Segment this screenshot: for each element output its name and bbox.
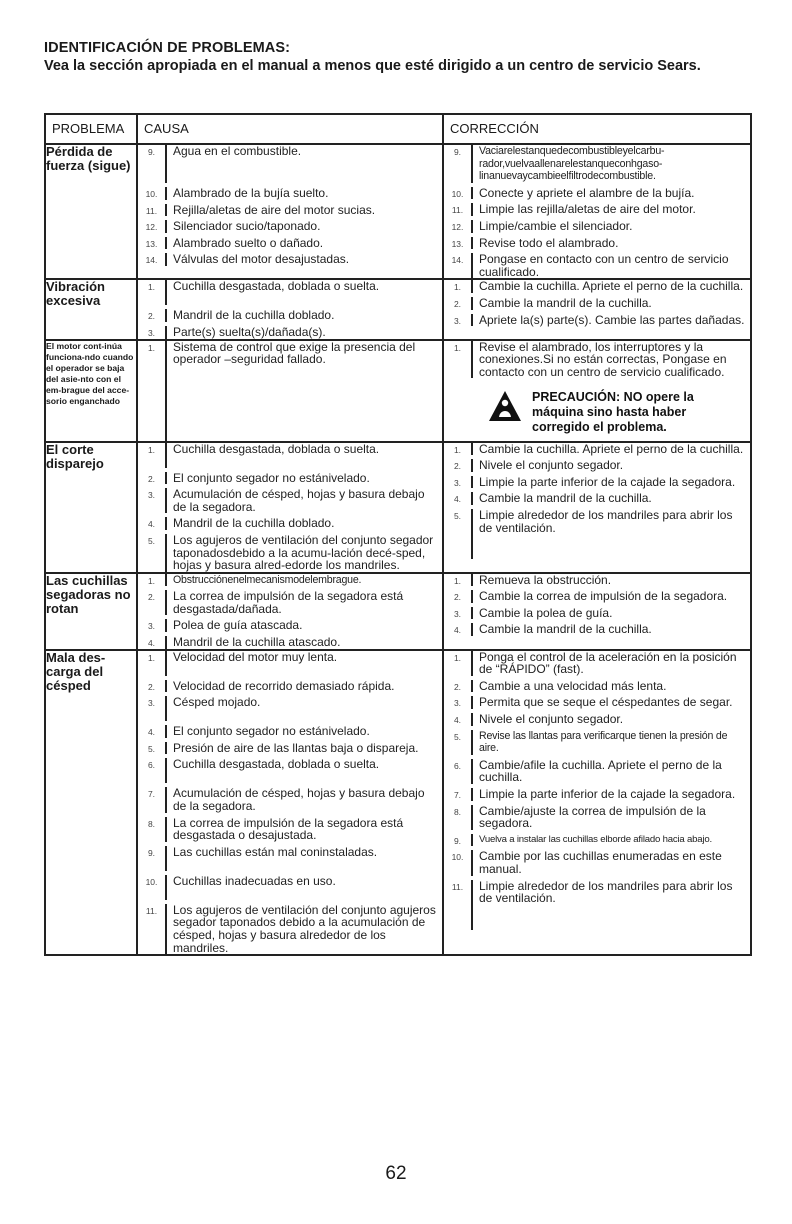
- problem-cell: El motor cont-inúa funciona-ndo cuando el operador se baja del asie-nto con el em-brague del acce-sorio enganchado: [45, 340, 137, 442]
- cause-item: 1. Velocidad del motor muy lenta.: [138, 651, 442, 676]
- correction-item: 8. Cambie/ajuste la correa de impulsión de la segadora.: [453, 803, 706, 831]
- cause-item: 4. Mandril de la cuchilla atascado.: [147, 635, 341, 650]
- correction-cell: [443, 340, 751, 442]
- column-header-correction: CORRECCIÓN: [443, 114, 751, 144]
- correction-item: 2. Cambie la mandril de la cuchilla.: [453, 295, 652, 310]
- column-header-problem: PROBLEMA: [45, 114, 137, 144]
- correction-item: 1. Revise el alambrado, los interruptores y la conexiones.Si no están correctas, Pongase en contacto con un centro de servicio cualificado.: [453, 339, 727, 379]
- cause-item: 10. Alambrado de la bujía suelto.: [145, 186, 329, 200]
- cause-item: 5. Presión de aire de las llantas baja o dispareja.: [147, 740, 419, 755]
- correction-item: 1. Ponga el control de la aceleración en la posición de “RÁPIDO” (fast).: [453, 649, 737, 677]
- correction-item: 5. Revise las llantas para verificarque tienen la presión de aire.: [453, 729, 728, 755]
- cause-item: 5. Los agujeros de ventilación del conjunto segador taponadosdebido a la acumu-lación decé-sped, hojas y basura alred-edorde los mandriles.: [147, 532, 434, 573]
- cause-item: 8. La correa de impulsión de la segadora está desgastada o desajustada.: [147, 815, 404, 843]
- caution-line: corregido el problema.: [532, 420, 667, 435]
- correction-item: 2. Cambie a una velocidad más lenta.: [453, 678, 667, 693]
- cause-cell: [137, 442, 443, 573]
- cause-item: 11. Rejilla/aletas de aire del motor sucias.: [145, 202, 376, 217]
- column-header-cause: CAUSA: [137, 114, 443, 144]
- page-title: IDENTIFICACIÓN DE PROBLEMAS:: [44, 40, 291, 56]
- correction-item: 1. Cambie la cuchilla. Apriete el perno de la cuchilla.: [453, 441, 744, 456]
- table-row: [45, 573, 751, 650]
- table-row: [45, 650, 751, 956]
- problem-cell: Mala des-carga del césped: [45, 650, 137, 956]
- caution-line: máquina sino hasta haber: [532, 405, 687, 420]
- problem-cell: El corte disparejo: [45, 442, 137, 573]
- cause-item: 1. Obstrucciónenelmecanismodelembrague.: [147, 573, 362, 586]
- correction-item: 9. Vaciarelestanquedecombustibleyelcarbu-rador,vuelvaallenarelestanqueconhgaso-linanuevaycambieelfiltrodecombustible.: [453, 145, 665, 183]
- correction-item: 1. Cambie la cuchilla. Apriete el perno de la cuchilla.: [453, 279, 744, 294]
- correction-item: 5. Limpie alrededor de los mandriles para abrir los de ventilación.: [444, 509, 750, 559]
- cause-cell: [137, 650, 443, 956]
- correction-cell: [443, 442, 751, 573]
- table-row: [45, 340, 751, 442]
- correction-item: 10. Cambie por las cuchillas enumeradas en este manual.: [451, 849, 722, 876]
- correction-item: 6. Cambie/afile la cuchilla. Apriete el perno de la cuchilla.: [453, 757, 722, 785]
- table-row: [45, 279, 751, 339]
- problem-cell: Las cuchillas segadoras no rotan: [45, 573, 137, 650]
- correction-item: 3. Limpie la parte inferior de la cajade la segadora.: [453, 474, 736, 489]
- cause-item: 12. Silenciador sucio/taponado.: [145, 219, 321, 234]
- correction-item: 1. Remueva la obstrucción.: [453, 572, 612, 587]
- correction-item: 3. Apriete la(s) parte(s). Cambie las partes dañadas.: [453, 312, 745, 327]
- cause-item: 7. Acumulación de césped, hojas y basura debajo de la segadora.: [147, 786, 425, 814]
- problem-cell: Pérdida de fuerza (sigue): [45, 144, 137, 279]
- table-row: [45, 442, 751, 573]
- correction-item: 7. Limpie la parte inferior de la cajade la segadora.: [453, 787, 736, 801]
- problem-cell: Vibración excesiva: [45, 279, 137, 339]
- correction-item: 12. Limpie/cambie el silenciador.: [451, 218, 633, 233]
- cause-item: 9. Agua en el combustible.: [138, 145, 442, 183]
- correction-item: 4. Cambie la mandril de la cuchilla.: [453, 491, 652, 506]
- correction-item: 13. Revise todo el alambrado.: [451, 235, 619, 250]
- cause-item: 2. La correa de impulsión de la segadora está desgastada/dañada.: [147, 589, 404, 616]
- correction-cell: [443, 650, 751, 956]
- cause-item: 6. Cuchilla desgastada, doblada o suelta.: [138, 758, 442, 783]
- cause-cell: [137, 279, 443, 339]
- correction-item: 4. Cambie la mandril de la cuchilla.: [453, 622, 652, 637]
- page-subtitle: Vea la sección apropiada en el manual a menos que esté dirigido a un centro de servicio Sears.: [44, 58, 701, 74]
- cause-item: 11. Los agujeros de ventilación del conjunto agujeros segador taponados debido a la acumulación de césped, hojas y basura alrededor de los mandriles.: [145, 902, 436, 955]
- cause-item: 2. Velocidad de recorrido demasiado rápida.: [147, 678, 395, 693]
- cause-item: 14. Válvulas del motor desajustadas.: [145, 252, 350, 267]
- troubleshooting-table: [44, 113, 752, 956]
- cause-cell: [137, 573, 443, 650]
- correction-item: 2. Cambie la correa de impulsión de la segadora.: [453, 589, 728, 604]
- caution-line: PRECAUCIÓN: NO opere la: [532, 390, 694, 405]
- cause-item: 3. Polea de guía atascada.: [147, 618, 303, 633]
- table-row: [45, 144, 751, 279]
- cause-item: 2. Mandril de la cuchilla doblado.: [147, 308, 335, 323]
- cause-item: 3. Acumulación de césped, hojas y basura debajo de la segadora.: [147, 487, 425, 514]
- correction-item: 2. Nivele el conjunto segador.: [453, 458, 624, 473]
- table-header-row: [45, 114, 751, 144]
- correction-cell: [443, 573, 751, 650]
- correction-item: 3. Cambie la polea de guía.: [453, 605, 613, 620]
- caution-notice: [488, 390, 750, 435]
- cause-item: 1. Sistema de control que exige la presencia del operador –seguridad fallado.: [138, 341, 442, 441]
- correction-item: 11. Limpie alrededor de los mandriles para abrir los de ventilación.: [444, 880, 750, 930]
- cause-item: 4. El conjunto segador no estánivelado.: [147, 724, 370, 739]
- cause-item: 3. Césped mojado.: [138, 696, 442, 721]
- cause-item: 4. Mandril de la cuchilla doblado.: [147, 516, 335, 531]
- correction-item: 10. Conecte y apriete el alambre de la bujía.: [451, 185, 695, 200]
- cause-item: 10. Cuchillas inadecuadas en uso.: [138, 875, 442, 900]
- page-header: [44, 40, 754, 74]
- correction-cell: [443, 279, 751, 339]
- cause-item: 1. Cuchilla desgastada, doblada o suelta.: [138, 443, 442, 468]
- cause-cell: [137, 144, 443, 279]
- cause-item: 3. Parte(s) suelta(s)/dañada(s).: [147, 324, 326, 339]
- warning-icon: [488, 390, 522, 422]
- cause-cell: [137, 340, 443, 442]
- cause-item: 9. Las cuchillas están mal coninstaladas.: [138, 846, 442, 871]
- cause-item: 2. El conjunto segador no estánivelado.: [147, 470, 370, 485]
- correction-item: 14. Pongase en contacto con un centro de servicio cualificado.: [451, 252, 729, 279]
- page-number: 62: [385, 1163, 407, 1184]
- correction-item: 3. Permita que se seque el céspedantes de segar.: [453, 695, 733, 710]
- correction-item: 9. Vuelva a instalar las cuchillas elborde afilado hacia abajo.: [453, 833, 712, 846]
- correction-item: 4. Nivele el conjunto segador.: [453, 712, 624, 727]
- cause-item: 13. Alambrado suelto o dañado.: [145, 235, 324, 250]
- correction-item: 11. Limpie las rejilla/aletas de aire del motor.: [451, 202, 696, 217]
- correction-cell: [443, 144, 751, 279]
- cause-item: 1. Cuchilla desgastada, doblada o suelta.: [138, 280, 442, 305]
